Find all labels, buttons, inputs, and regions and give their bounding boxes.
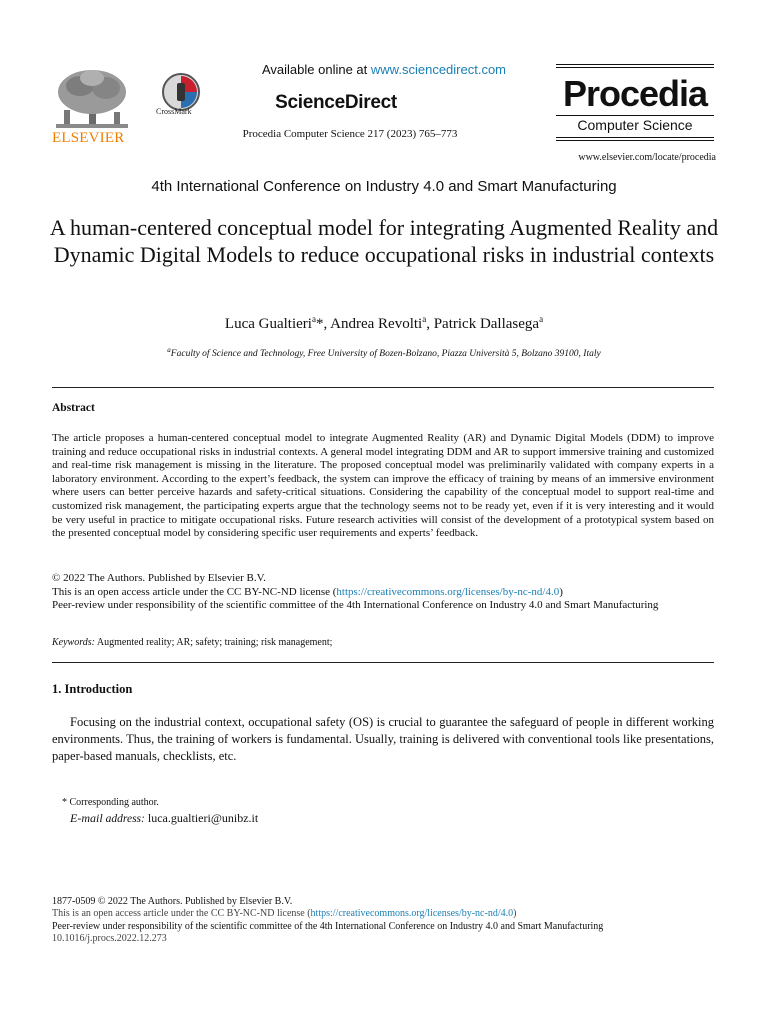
affiliation: [0, 346, 768, 359]
license-suffix: ): [559, 585, 563, 598]
sciencedirect-wordmark: ScienceDirect: [275, 92, 397, 113]
author-name: Patrick Dallasega: [433, 316, 540, 332]
introduction-paragraph: Focusing on the industrial context, occupational safety (OS) is crucial to guarantee the safeguard of people in different working environments. Thus, the training of workers is fundamental. Usually, training is delivered with conventional tools like presentations, paper-based manuals, checklists, etc.: [52, 715, 714, 763]
footer-license-suffix: ): [513, 908, 517, 920]
email-label: E-mail: [70, 811, 103, 825]
footer-license-prefix: This is an open access article under the CC BY-NC-ND license (: [52, 908, 311, 920]
email-label-address: address:: [105, 813, 145, 825]
issn-line: 1877-0509 © 2022 The Authors. Published by Elsevier B.V.: [52, 896, 293, 907]
footer-peer-review: Peer-review under responsibility of the scientific committee of the 4th International Conference on Industry 4.0 and Smart Manufacturing: [52, 920, 604, 932]
elsevier-wordmark: ELSEVIER: [52, 130, 125, 146]
sciencedirect-link[interactable]: www.sciencedirect.com: [370, 62, 507, 77]
crossmark-label: CrossMark: [156, 107, 192, 116]
license-prefix: This is an open access article under the CC BY-NC-ND license (: [52, 585, 337, 598]
author-separator: ,: [426, 316, 434, 332]
copyright-block: [52, 572, 714, 613]
corresponding-mark: *: [315, 316, 324, 332]
keywords: [52, 637, 714, 648]
author-affiliation-mark: a: [539, 314, 544, 324]
peer-review-line: Peer-review under responsibility of the scientific committee of the 4th International Conference on Industry 4.0 and Smart Manufacturing: [52, 599, 659, 612]
affiliation-text: Faculty of Science and Technology, Free University of Bozen-Bolzano, Piazza Università 5, Bolzano 39100, Italy: [170, 349, 601, 360]
keywords-label: Keywords:: [52, 637, 95, 648]
divider-top: [52, 387, 714, 388]
keywords-list: Augmented reality; AR; safety; training; risk management;: [96, 637, 333, 648]
procedia-rule-top-2: [556, 67, 714, 68]
abstract-heading: Abstract: [52, 402, 95, 414]
section-heading-introduction: 1. Introduction: [52, 682, 133, 696]
available-online-prefix: Available online at: [261, 62, 368, 77]
footer-license-line: [52, 908, 714, 920]
conference-name: 4th International Conference on Industry 4.0 and Smart Manufacturing: [151, 178, 617, 195]
author-separator: ,: [323, 316, 331, 332]
journal-homepage-link[interactable]: www.elsevier.com/locate/procedia: [578, 152, 716, 163]
paper-title: A human-centered conceptual model for integrating Augmented Reality and Dynamic Digital Models to reduce occupational risks in industrial contexts: [49, 215, 719, 267]
email-note: [70, 811, 258, 826]
procedia-wordmark: Procedia: [562, 73, 708, 114]
procedia-rule-bottom-2: [556, 140, 714, 141]
divider-bottom: [52, 662, 714, 663]
author-name: Luca Gualtieri: [224, 316, 312, 332]
procedia-rule-bottom: [556, 137, 714, 138]
corresponding-author-note: * Corresponding author.: [62, 797, 159, 808]
journal-citation: Procedia Computer Science 217 (2023) 765–773: [242, 128, 458, 140]
procedia-rule-mid: [556, 115, 714, 116]
email-address[interactable]: luca.gualtieri@unibz.it: [147, 811, 259, 825]
procedia-logo: [556, 64, 714, 146]
license-link[interactable]: https://creativecommons.org/licenses/by-nc-nd/4.0: [336, 585, 560, 598]
procedia-subtitle: Computer Science: [577, 117, 693, 133]
license-line: [52, 586, 714, 600]
doi[interactable]: 10.1016/j.procs.2022.12.273: [52, 933, 167, 945]
author-list: [0, 314, 768, 333]
copyright-line: © 2022 The Authors. Published by Elsevier B.V.: [52, 572, 266, 584]
author-affiliation-mark: a: [422, 314, 427, 324]
footer-license-link[interactable]: https://creativecommons.org/licenses/by-nc-nd/4.0: [310, 908, 514, 920]
procedia-rule-top: [556, 64, 714, 65]
abstract-body: The article proposes a human-centered conceptual model to integrate Augmented Reality (AR) and Dynamic Digital Models (DDM) to improve training and reduce occupational risks in industrial contexts. A general model integrating DDM and AR to support immersive training and customized and real-time risk management is missing in the literature. The proposed conceptual model was preliminarily validated with company experts in a laboratory environment. According to the expert’s feedback, the system can improve the efficacy of training by means of an immersive environment where users can better perceive hazards and safety-critical situations. Considering the capability of the conceptual model to support real-time and customized risk management, the participating experts argue that the technology seems not to be ready yet, even if it is very interesting and it would be very useful in practice to mitigate occupational risks. Future research activities will consist of the development of a prototypical system based on the presented conceptual model by considering specific user requirements and experts’ feedback.: [52, 432, 714, 540]
page-footer: [52, 896, 714, 946]
author-affiliation-mark: a: [311, 314, 316, 324]
affiliation-mark: a: [167, 346, 171, 354]
author-name: Andrea Revolti: [330, 316, 423, 332]
